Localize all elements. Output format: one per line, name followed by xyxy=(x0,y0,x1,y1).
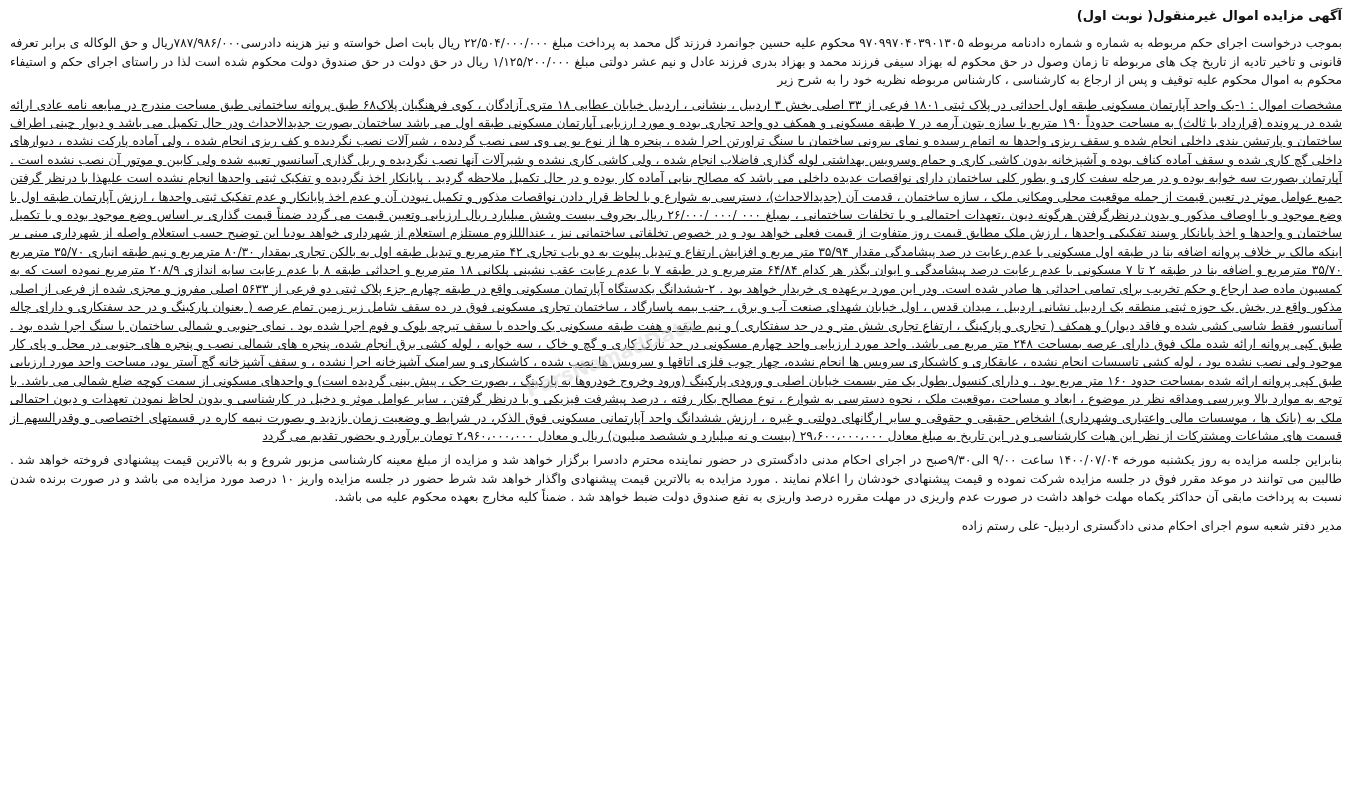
signature-line: مدیر دفتر شعبه سوم اجرای احکام مدنی دادگستری اردبیل- علی رستم زاده xyxy=(961,518,1342,533)
auction-terms-paragraph: بنابراین جلسه مزایده به روز یکشنبه مورخه ۱۴۰۰/۰۷/۰۴ ساعت ۹/۰۰ الی۹/۳۰صبح در اجرای احکام مدنی دادگستری در حضور نماینده محترم دادسرا برگزار خواهد شد و مزایده از مبلغ معینه کارشناسی مزبور شروع و به بالاترین قیمت پیشنهادی فروخته خواهد شد . طالبین می توانند در موعد مقرر فوق در جلسه مزایده شرکت نموده و قیمت پیشنهادی خودشان را اعلام نمایند . مورد مزایده به بالاترین قیمت پیشنهادی واگذار خواهد شد شرط حضور در جلسه مزایده واریز ۱۰ درصد مورد مزایده می باشد و در صورت برنده شدن نسبت به پرداخت مابقی آن حداکثر یکماه مهلت خواهد داشت در صورت عدم واریزی در مهلت مقرره درصد واریزی به نفع صندوق دولت ضبط خواهد شد . ضمناً کلیه مخارج بعهده محکوم علیه می باشد. xyxy=(10,453,1342,505)
intro-paragraph: بموجب درخواست اجرای حکم مربوطه به شماره و شماره دادنامه مربوطه ۹۷۰۹۹۷۰۴۰۳۹۰۱۳۰۵ محکوم علیه حسین جوانمرد فرزند گل محمد به پرداخت مبلغ ۲۲/۵۰۴/۰۰۰/۰۰۰ ریال بابت اصل خواسته و نیز هزینه دادرسی۷۸۷/۹۸۶/۰۰۰ریال و حق الوکاله ی برابر تعرفه قانونی و تاخیر تادیه از تاریخ چک های مربوطه تا زمان وصول در حق محکوم له بهزاد سیفی فرزند محمد و بهزاد بدری فرزند عادل و نیم عشر دولتی مبلغ ۱/۱۲۵/۲۰۰/۰۰۰ ریال در حق دولت در حق صندوق دولت محکوم شده است لذا در راستای اجرای حکم و استیفاء محکوم به اموال محکوم علیه توقیف و پس از ارجاع به کارشناسی ، کارشناس مربوطه نظریه خود را به شرح زیر xyxy=(10,36,1342,88)
notice-title: آگهی مزایده اموال غیرمنقول( نوبت اول) xyxy=(1076,9,1342,24)
property-specs-paragraph: مشخصات اموال : ۱-یک واحد آپارتمان مسکونی طبقه اول احداثی در پلاک ثبتی ۱۸۰۱ فرعی از ۳۳ اصلی بخش ۳ اردبیل ، بنشانی ، اردبیل خیابان عطایی ۱۸ متری آزادگان ، کوی فرهنگیان پلاک۶۸ طبق پروانه ساختمانی طبق مساحت مندرج در مبایعه نامه عادی ارائه شده در پرونده (قرارداد با ثالث) به مساحت حدوداً ۱۹۰ متربع با سازه بتون آرمه در ۷ طبقه مسکونی و همکف دو واحد تجاری بوده و مورد ارزیابی آپارتمان مسکونی طبقه اول می باشد ساختمان بصورت جدیدالاحداث ودر حال تکمیل می باشد و دیوار چینی اطراف ساختمان و پارتیشن بندی داخلی انجام شده و سقف ریزی واحدها به اتمام رسیده و نمای بیرونی ساختمان با سنگ تراورتن اجرا شده ، پنجره ها از نوع یو پی وی سی نصب گردیده ، شیرآلات نصب نگردیده و کف ریزی انجام شده ، ولی آماده پارکت نشده ، دیوارهای داخلی گچ کاری شده و سقف آماده کناف بوده و آشپزخانه بدون کاشی کاری و حمام وسرویس بهداشتی لوله گذاری فاضلاب انجام شده ، ولی کاشی کاری نشده و شیرآلات آنها نصب نگردیده و ریل گذاری آسانسور تعبیه شده ولی کابین و موتور آن نصب نشده است . آپارتمان بصورت سه خوابه بوده و در مرحله سفت کاری و بطور کلی ساختمان دارای نواقصات عدیده داخلی می باشد که مصالح بنایی آماده کار بوده و در حال تکمیل ملاحظه گردید . پایانکار اخذ نگردیده و تفکیک ثبتی واحدها انجام نشده است علیهذا با درنظر گرفتن جمیع عوامل موثر در تعیین قیمت از جمله موقعیت محلی ومکانی ملک ، سازه ساختمان ، قدمت آن (جدیدالاحداث)، دسترسی به شوارع و با لحاظ قرار دادن نواقصات مذکور و تکمیل نبودن آن و عدم اخذ پایانکار و عدم تفکیک ثبتی واحدها ، ارزش آپارتمان طبقه اول با وضع موجود و با اوصاف مذکور و بدون درنظرگرفتن هرگونه دیون ،تعهدات احتمالی و با تخلفات ساختمانی ، بمبلغ ۰۰۰ /۰۰۰ /۲۶/۰۰۰ ریال بحروف بیست وشش میلیارد ریال ارزیابی وتعیین قیمت می گردد ضمناً قیمت گذاری بر اساس وضع موجود بوده و با تکمیل ساختمان و واحدها و اخذ پایانکار وسند تفکیکی واحدها ، ارزش ملک مطابق قیمت روز متفاوت از قیمت فعلی خواهد بود و در خصوص تخلفاتی ساختمانی نیز ، عندالللزوم مستلزم استعلام از شهرداری خواهد بودبا این توضیح حسب استعلام واصله از شهرداری مبنی بر اینکه مالک بر خلاف پروانه اضافه بنا در طبقه اول مسکونی با عدم رعایت در صد پیشامدگی مقدار ۳۵/۹۴ متر مربع و افزایش ارتفاع و تبدیل پیلوت به دو باب تجاری ۴۲ مترمربع و تبدیل طبقه اول به بالکن تجاری بمقدار ۸۰/۳۰ مترمربع و نیم طبقه انباری ۳۵/۷۰ مترمربع ۳۵/۷۰ مترمربع و اضافه بنا در طبقه ۲ تا ۷ مسکونی با عدم رعایت درصد پیشامدگی و ایوان بگذر هر کدام ۶۴/۸۴ مترمربع و در طبقه ۷ با عدم رعایت عقب نشینی پلکانی ۱۸ مترمربع و احداثی طبقه ۸ با عدم رعایت سایه اندازی ۲۰۸/۹ مترمربع نموده است که به کمسیون ماده صد ارجاع و حکم تخریب برای تمامی احداثی ها صادر شده است. ودر این مورد برعهده ی خریدار خواهد بود . ۲-ششدانگ یکدستگاه آپارتمان مسکونی واقع در طبقه چهارم جزء پلاک ثبتی دو فرعی از ۵۶۳۳ اصلی مفروز و مجزی شده از فرعی از اصلی مذکور واقع در بخش یک حوزه ثبتی منطقه یک اردبیل نشانی اردبیل ، میدان قدس ، اول خیابان شهدای صنعت آب و برق ، جنب بیمه پاسارگاد ، ساختمان تجاری مسکونی فوق در ده سقف شامل زیر زمین تمام عرصه ( بعنوان پارکینگ و در حد سفتکاری و دارای چاله آسانسور فقط شاسی کشی شده و فاقد دیوار) و همکف ( تجاری و پارکینگ ، ارتفاع تجاری شش متر و در حد سفتکاری ) و نیم طبقه و هفت طبقه مسکونی یک واحده با سقف تیرچه بلوک و فوم اجرا شده بود . نمای جنوبی و شمالی ساختمان با سنگ اجرا شده بود . طبق کپی پروانه ارائه شده ملک فوق دارای عرصه بمساحت ۲۴۸ متر مربع می باشد. واحد مورد ارزیابی واحد چهارم مسکونی در حد نازک کاری و گچ و خاک ، سه خوابه ، لوله کشی برق انجام شده، پنجره های شمالی نصب و پنجره های جنوبی در محل و پای کار موجود ولی نصب نشده بود ، لوله کشی تاسیسات انجام نشده ، عایقکاری و کاشیکاری سرویس ها انجام نشده، چهار چوب فلزی اتاقها و سرویس ها نصب شده ، کاشیکاری و سرامیک آشپزخانه اجرا نشده ، و سقف آشپزخانه گچ آستر بود، مساحت واحد مورد ارزیابی طبق کپی پروانه ارائه شده بمساحت حدود ۱۶۰ متر مربع بود . و دارای کنسول بطول یک متر بسمت خیابان اصلی و ورودی پارکینگ (ورود وخروج خودروها به پارکینگ ، بصورت جک ، پیش بینی گردیده است) و واحدهای مسکونی از سمت کوچه ضلع شمالی می باشد. با توجه به موارد بالا وبررسی ومداقه نظر در موضوع ، ابعاد و مساحت ،موقعیت ملک ، نحوه دسترسی به شوارع ، نوع مصالح بکار رفته ، درصد پیشرفت فیزیکی و با درنظر گرفتن ، سایر عوامل موثر و دخیل در کارشناسی و بدون لحاظ نمودن تعهدات و دیون احتمالی ملک به (بانک ها ، موسسات مالی واعتباری وشهرداری) اشخاص حقیقی و حقوقی و سایر ارگانهای دولتی و غیره ، ارزش ششدانگ واحد آپارتمانی مسکونی فوق الذکر، در شرایط و وضعیت زمان بازدید و بصورت نیمه کاره در قسمتهای اختصاصی و وقدرالسهم از قسمت های مشاعات ومشترکات از نظر این هیات کارشناسی و در این تاریخ به مبلغ معادل ۲۹،۶۰۰،۰۰۰،۰۰۰ (بیست و نه میلیارد و ششصد میلیون) ریال و معادل ۲،۹۶۰،۰۰۰،۰۰۰ تومان برآورد و بحضور تقدیم می گردد xyxy=(10,97,1343,443)
watermark: ParsNamadData xyxy=(522,311,700,403)
